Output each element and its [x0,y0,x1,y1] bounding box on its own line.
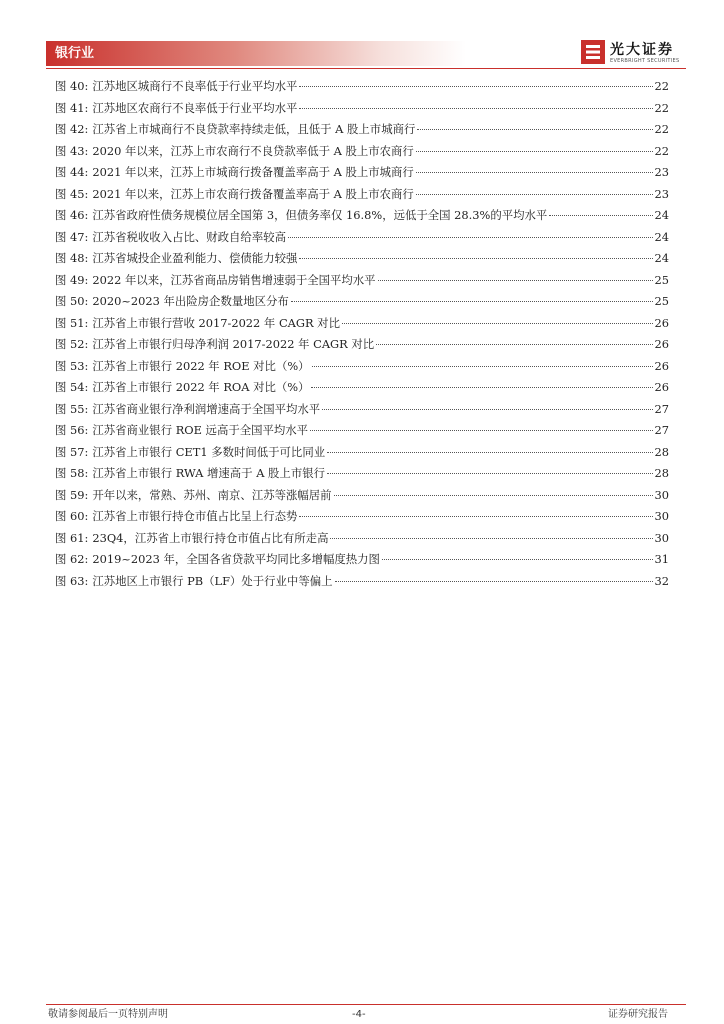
figure-title: 2020~2023 年出险房企数量地区分布 [92,294,289,308]
figure-title: 2022 年以来，江苏省商品房销售增速弱于全国平均水平 [92,272,376,287]
toc-entry[interactable] [55,485,669,507]
dot-leader [327,452,652,453]
page-ref: 24 [654,208,669,222]
dot-leader [416,151,653,152]
section-title: 银行业 [55,46,95,61]
figure-label: 图 53: [55,358,89,373]
figure-title: 江苏省税收收入占比、财政自给率较高 [92,229,286,244]
toc-entry[interactable] [55,98,669,120]
page-ref: 26 [654,315,669,330]
figure-label: 图 59: [55,487,89,502]
figure-label: 图 62: [55,552,89,566]
dot-leader [416,194,653,195]
figure-label: 图 55: [55,401,89,416]
figure-title: 2021 年以来，江苏上市农商行拨备覆盖率高于 A 股上市农商行 [92,186,414,201]
page-number: -4- [352,1009,366,1020]
toc-entry[interactable] [55,442,669,464]
figure-label: 图 44: [55,165,89,179]
figure-label: 图 40: [55,79,89,93]
toc-entry[interactable] [55,334,669,356]
dot-leader [417,129,652,130]
toc-entry[interactable] [55,227,669,249]
page-ref: 22 [654,143,669,158]
page-ref: 27 [654,401,669,416]
company-logo [580,38,690,68]
dot-leader [376,344,652,345]
figure-label: 图 43: [55,143,89,158]
figure-title: 江苏省上市银行 2022 年 ROE 对比（%） [92,358,310,373]
figure-title: 江苏地区农商行不良率低于行业平均水平 [92,100,298,115]
figure-title: 江苏省上市银行营收 2017-2022 年 CAGR 对比 [92,315,340,330]
toc-entry[interactable] [55,399,669,421]
page-ref: 26 [654,380,669,394]
figure-label: 图 60: [55,509,89,523]
page-ref: 31 [654,552,669,566]
figure-label: 图 51: [55,315,89,330]
page-ref: 24 [654,229,669,244]
header-divider [46,68,686,69]
figure-title: 江苏省上市城商行不良贷款率持续走低，且低于 A 股上市城商行 [92,122,416,136]
figure-label: 图 45: [55,186,89,201]
logo-chinese-name: 光大证券 [610,42,674,58]
header-band [46,41,466,66]
page-ref: 30 [654,530,669,545]
report-type: 证券研究报告 [608,1009,668,1020]
dot-leader [299,258,652,259]
dot-leader [378,280,653,281]
page-ref: 30 [654,509,669,523]
dot-leader [334,495,653,496]
figure-title: 江苏省上市银行 RWA 增速高于 A 股上市银行 [92,466,325,480]
toc-entry[interactable] [55,76,669,98]
page-ref: 24 [654,251,669,265]
dot-leader [311,387,652,388]
figure-title: 江苏省政府性债务规模位居全国第 3，但债务率仅 16.8%，远低于全国 28.3%的平均水平 [92,208,548,222]
figure-title: 2021 年以来，江苏上市城商行拨备覆盖率高于 A 股上市城商行 [92,165,414,179]
figure-label: 图 47: [55,229,89,244]
toc-entry[interactable] [55,291,669,313]
figure-label: 图 54: [55,380,89,394]
toc-entry[interactable] [55,141,669,163]
toc-entry[interactable] [55,162,669,184]
toc-entry[interactable] [55,205,669,227]
dot-leader [416,172,653,173]
page-ref: 23 [654,165,669,179]
figure-title: 2019~2023 年，全国各省贷款平均同比多增幅度热力图 [92,552,380,566]
figure-title: 江苏省上市银行归母净利润 2017-2022 年 CAGR 对比 [92,337,375,351]
dot-leader [342,323,653,324]
dot-leader [299,108,652,109]
figure-title: 开年以来，常熟、苏州、南京、江苏等涨幅居前 [92,487,332,502]
figure-label: 图 41: [55,100,89,115]
toc-entry[interactable] [55,571,669,593]
dot-leader [310,430,652,431]
figure-label: 图 57: [55,444,89,459]
page-ref: 28 [654,466,669,480]
toc-entry[interactable] [55,184,669,206]
toc-entry[interactable] [55,420,669,442]
toc-entry[interactable] [55,248,669,270]
figure-title: 江苏省上市银行 CET1 多数时间低于可比同业 [92,444,326,459]
toc-entry[interactable] [55,356,669,378]
figure-title: 江苏省城投企业盈利能力、偿债能力较强 [92,251,298,265]
toc-entry[interactable] [55,270,669,292]
figure-label: 图 46: [55,208,89,222]
figure-label: 图 56: [55,423,89,437]
dot-leader [322,409,652,410]
page-ref: 27 [654,423,669,437]
dot-leader [330,538,652,539]
figure-label: 图 49: [55,272,89,287]
figure-label: 图 58: [55,466,89,480]
figure-label: 图 42: [55,122,89,136]
figure-label: 图 61: [55,530,89,545]
figure-title: 江苏省商业银行净利润增速高于全国平均水平 [92,401,321,416]
figure-label: 图 50: [55,294,89,308]
dot-leader [288,237,653,238]
dot-leader [335,581,653,582]
page-ref: 22 [654,122,669,136]
figure-title: 江苏省商业银行 ROE 远高于全国平均水平 [92,423,309,437]
dot-leader [382,559,653,560]
dot-leader [549,215,652,216]
dot-leader [299,86,652,87]
page-ref: 23 [654,186,669,201]
dot-leader [327,473,653,474]
figure-title: 江苏省上市银行持仓市值占比呈上行态势 [92,509,298,523]
figure-label: 图 63: [55,573,89,588]
toc-entry[interactable] [55,119,669,141]
logo-english-name: EVERBRIGHT SECURITIES [610,58,680,64]
toc-entry[interactable] [55,463,669,485]
figure-title: 江苏省上市银行 2022 年 ROA 对比（%） [92,380,310,394]
page-ref: 30 [654,487,669,502]
dot-leader [291,301,653,302]
dot-leader [312,366,653,367]
figure-title: 23Q4，江苏省上市银行持仓市值占比有所走高 [92,530,329,545]
footer-divider [46,1004,686,1005]
figure-title: 江苏地区城商行不良率低于行业平均水平 [92,79,298,93]
figure-title: 2020 年以来，江苏上市农商行不良贷款率低于 A 股上市农商行 [92,143,414,158]
dot-leader [299,516,652,517]
page-ref: 28 [654,444,669,459]
page-ref: 25 [654,272,669,287]
toc-entry[interactable] [55,377,669,399]
figure-label: 图 52: [55,337,89,351]
figure-index-list [55,76,669,592]
everbright-logo-icon [580,38,606,66]
toc-entry[interactable] [55,549,669,571]
toc-entry[interactable] [55,506,669,528]
page-ref: 25 [654,294,669,308]
page-ref: 22 [654,79,669,93]
figure-title: 江苏地区上市银行 PB（LF）处于行业中等偏上 [92,573,333,588]
page-ref: 22 [654,100,669,115]
disclaimer-note: 敬请参阅最后一页特别声明 [48,1009,168,1020]
page-ref: 26 [654,358,669,373]
page-ref: 26 [654,337,669,351]
toc-entry[interactable] [55,528,669,550]
figure-label: 图 48: [55,251,89,265]
toc-entry[interactable] [55,313,669,335]
page-ref: 32 [654,573,669,588]
